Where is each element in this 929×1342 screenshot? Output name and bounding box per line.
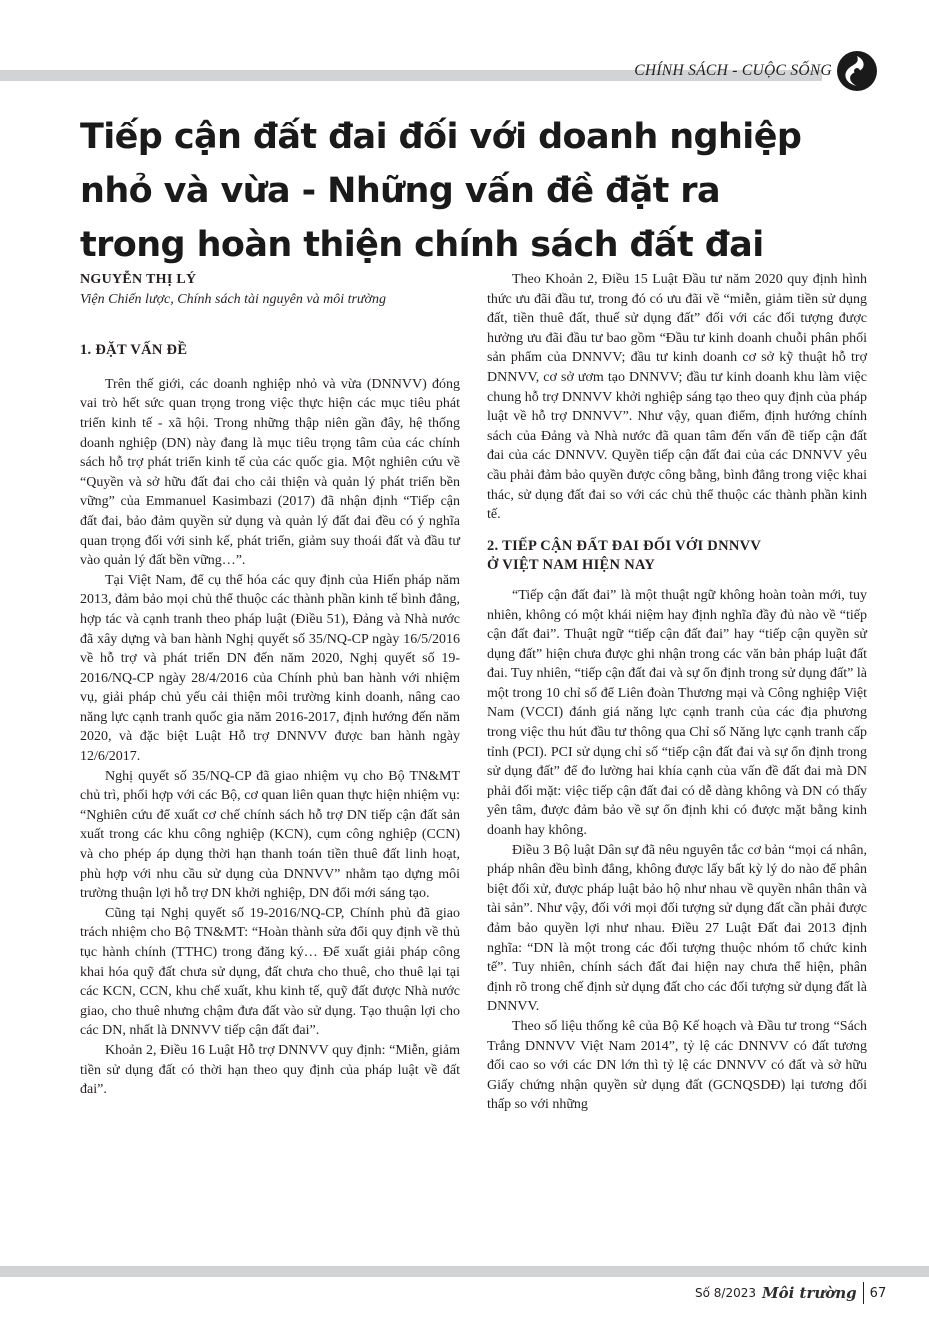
footer-rule xyxy=(0,1266,929,1277)
paragraph: Theo số liệu thống kê của Bộ Kế hoạch và Đầu tư trong “Sách Trắng DNNVV Việt Nam 2014”, tỷ lệ các DNNVV có đất tương đối cao so với các DN lớn thì tỷ lệ các DNNVV có đất và sở hữu Giấy chứng nhận quyền sử dụng đất (GCNQSDĐ) lại tương đối thấp so với những xyxy=(487,1018,867,1113)
paragraph: Điều 3 Bộ luật Dân sự đã nêu nguyên tắc cơ bản “mọi cá nhân, pháp nhân đều bình đẳng, không được lấy bất kỳ lý do nào để phân biệt đối xử, được pháp luật bảo hộ như nhau về quyền nhân thân và tài sản”. Như vậy, đối với mọi đối tượng sử dụng đất cần phải được đảm bảo quyền lợi như nhau. Điều 27 Luật Đất đai 2013 định nghĩa: “DN là một trong các đối tượng thuộc nhóm tổ chức kinh tế”. Tuy nhiên, chính sách đất đai hiện nay chưa thể hiện, phân định rõ trong chế định sử dụng đất cho các đối tượng sử dụng đất là DNNVV. xyxy=(487,842,867,1015)
paragraph: Trên thế giới, các doanh nghiệp nhỏ và vừa (DNNVV) đóng vai trò hết sức quan trọng trong việc thực hiện các mục tiêu phát triển kinh tế - xã hội. Trong những thập niên gần đây, hệ thống doanh nghiệp (DN) này đang là mục tiêu trọng tâm của các chính sách hỗ trợ phát triển kinh tế của các quốc gia. Một nghiên cứu về “Quyền và sở hữu đất đai cho cải thiện và quản lý phát triển bền vững” của Emmanuel Kasimbazi (2017) đã nhận định “Tiếp cận đất đai, bảo đảm quyền sử dụng và quản lý đất đai đều có ý nghĩa quan trọng đối với sinh kế, phát triển, giảm suy thoái đất và đầu tư vào quản lý đất bền vững…”. xyxy=(80,376,460,569)
author-name: NGUYỄN THỊ LÝ xyxy=(80,272,197,287)
paragraph: “Tiếp cận đất đai” là một thuật ngữ không hoàn toàn mới, tuy nhiên, không có một khái niệm hay định nghĩa đầy đủ nào về “tiếp cận đất đai”. Thuật ngữ “tiếp cận đất đai” hay “tiếp cận quyền sử dụng đất” hiện chưa được ghi nhận trong các văn bản pháp luật đất đai. Tuy nhiên, “tiếp cận đất đai và sự ổn định trong sử dụng đất” là một trong 10 chỉ số để Liên đoàn Thương mại và Công nghiệp Việt Nam (VCCI) đánh giá năng lực cạnh tranh của các địa phương trong việc thu hút đầu tư thông qua Chỉ số Năng lực cạnh tranh cấp tỉnh (PCI). PCI sử dụng chỉ số “tiếp cận đất đai và sự ổn định trong sử dụng đất” để đo lường hai khía cạnh của vấn đề đất đai mà DN phải đối mặt: việc tiếp cận đất đai có dễ dàng không và DN có thấy yên tâm, được đảm bảo về sự ổn định khi có được mặt bằng kinh doanh hay không. xyxy=(487,587,867,839)
left-column xyxy=(80,270,460,1100)
section-heading xyxy=(487,537,867,576)
issue-number: Số 8/2023 xyxy=(695,1286,756,1300)
page-number: 67 xyxy=(869,1285,887,1301)
paragraph: Theo Khoản 2, Điều 15 Luật Đầu tư năm 2020 quy định hình thức ưu đãi đầu tư, trong đó có ưu đãi về “miễn, giảm tiền sử dụng đất, tiền thuê đất, thuế sử dụng đất” đối với các đối tượng được hưởng ưu đãi đầu tư bao gồm “Đầu tư kinh doanh chuỗi phân phối sản phẩm của DNNVV; đầu tư kinh doanh cơ sở kỹ thuật hỗ trợ DNNVV, cơ sở ươm tạo DNNVV; đầu tư kinh doanh khu làm việc chung hỗ trợ DNNVV khởi nghiệp sáng tạo theo quy định của pháp luật về hỗ trợ DNNVV”. Như vậy, quan điểm, định hướng chính sách của Đảng và Nhà nước đã quan tâm đến vấn đề tiếp cận đất đai của các DNNVV. Quyền tiếp cận đất đai của các DNNVV yêu cầu phải đảm bảo quyền được công bằng, bình đẳng trong việc khai thác, sử dụng đất đai so với các chủ thể thuộc các thành phần kinh tế. xyxy=(487,272,867,523)
title-line: nhỏ và vừa - Những vấn đề đặt ra xyxy=(80,171,720,211)
title-line: trong hoàn thiện chính sách đất đai xyxy=(80,225,764,265)
paragraph: Nghị quyết số 35/NQ-CP đã giao nhiệm vụ cho Bộ TN&MT chủ trì, phối hợp với các Bộ, cơ quan liên quan thực hiện nhiệm vụ: “Nghiên cứu để xuất cơ chế chính sách hỗ trợ DN tiếp cận đất sản xuất trong các khu công nghiệp (KCN), cụm công nghiệp (CCN) và cho phép áp dụng thời hạn thanh toán tiền thuê đất linh hoạt, phù hợp với nhu cầu sử dụng của DNNVV” nhằm tạo dựng môi trường thuận lợi hỗ trợ DN khởi nghiệp, DN đổi mới sáng tạo. xyxy=(80,768,460,902)
swirl-leaf-icon xyxy=(836,50,878,92)
heading-line: Ở VIỆT NAM HIỆN NAY xyxy=(487,557,656,574)
footer-divider xyxy=(863,1282,864,1304)
right-column xyxy=(487,270,867,1115)
magazine-name: Môi trường xyxy=(762,1284,857,1302)
page-footer xyxy=(695,1281,886,1305)
section-label: CHÍNH SÁCH - CUỘC SỐNG xyxy=(634,62,832,79)
paragraph: Tại Việt Nam, để cụ thể hóa các quy định của Hiến pháp năm 2013, đảm bảo mọi chủ thể thuộc các thành phần kinh tế bình đẳng, hợp tác và cạnh tranh theo pháp luật (Điều 51), Đảng và Nhà nước đã xây dựng và ban hành Nghị quyết số 35/NQ-CP ngày 16/5/2016 về hỗ trợ và phát triển DN đến năm 2020, Nghị quyết số 19-2016/NQ-CP ngày 28/4/2016 của Chính phủ ban hành với nhiệm vụ, giải pháp chủ yếu cải thiện môi trường kinh doanh, nâng cao năng lực cạnh tranh quốc gia năm 2016-2017, định hướng đến năm 2020, và đặc biệt Luật Hỗ trợ DNNVV được ban hành ngày 12/6/2017. xyxy=(80,572,460,765)
paragraph: Cũng tại Nghị quyết số 19-2016/NQ-CP, Chính phủ đã giao trách nhiệm cho Bộ TN&MT: “Hoàn thành sửa đổi quy định về thủ tục hành chính (TTHC) trong đăng ký… Để xuất giải pháp công khai hóa quỹ đất chưa sử dụng, đất chưa cho thuê, cho thuê lại tại các KCN, CCN, khu chế xuất, khu kinh tế, quỹ đất được Nhà nước giao, cho thuê nhưng chậm đưa đất vào sử dụng. Tạo thuận lợi cho các DN, nhất là DNNVV tiếp cận đất đai”. xyxy=(80,905,460,1039)
article-title xyxy=(80,110,870,272)
paragraph: Khoản 2, Điều 16 Luật Hỗ trợ DNNVV quy định: “Miễn, giảm tiền sử dụng đất có thời hạn theo quy định của pháp luật về đất đai”. xyxy=(80,1042,460,1098)
section-heading: 1. ĐẶT VẤN ĐỀ xyxy=(80,342,188,359)
author-affiliation: Viện Chiến lược, Chính sách tài nguyên và môi trường xyxy=(80,291,387,307)
heading-line: 2. TIẾP CẬN ĐẤT ĐAI ĐỐI VỚI DNNVV xyxy=(487,537,762,554)
title-line: Tiếp cận đất đai đối với doanh nghiệp xyxy=(80,117,802,157)
